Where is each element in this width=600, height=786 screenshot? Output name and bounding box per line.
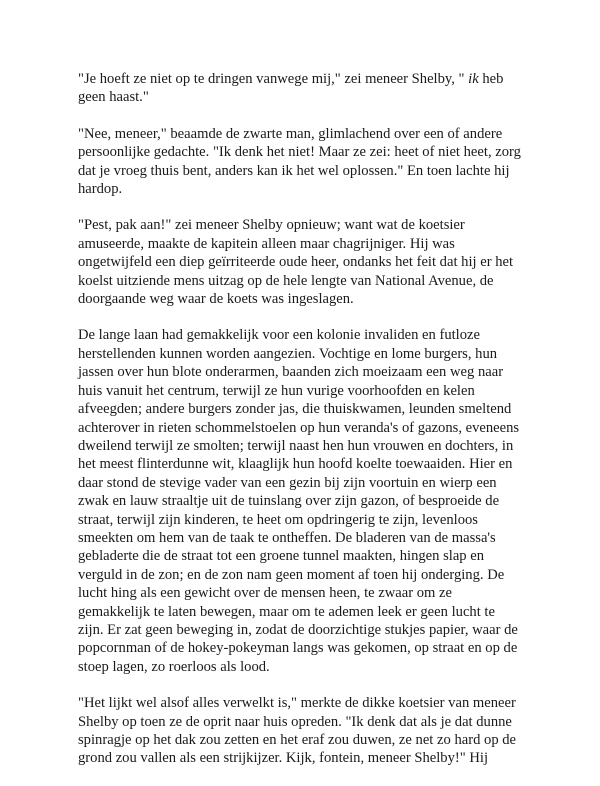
text-run: "Het lijkt wel alsof alles verwelkt is," merkte de dikke koetsier van meneer xyxy=(78,695,516,712)
text-run: doorgaande weg waar de koets was ingeslagen. xyxy=(78,291,354,308)
text-line xyxy=(78,345,540,363)
text-run: Shelby op toen ze de oprit naar huis opreden. "Ik denk dat als je dat dunne xyxy=(78,713,512,730)
text-line xyxy=(78,272,540,290)
text-run: "Nee, meneer," beaamde de zwarte man, glimlachend over een of andere xyxy=(78,125,503,142)
text-run: huis vanuit het centrum, terwijl ze hun vurige voorhoofden en kelen xyxy=(78,382,475,399)
text-line xyxy=(78,290,540,308)
text-line xyxy=(78,713,540,731)
text-line xyxy=(78,584,540,602)
text-line xyxy=(78,658,540,676)
text-line xyxy=(78,382,540,400)
text-line xyxy=(78,639,540,657)
text-line xyxy=(78,70,540,88)
text-run: verguld in de zon; en de zon nam geen moment af toen hij onderging. De xyxy=(78,566,505,583)
text-line xyxy=(78,455,540,473)
text-run: lucht hing als een gewicht over de mensen heen, te zwaar om ze xyxy=(78,585,453,602)
text-run: afveegden; andere burgers zonder jas, die thuiskwamen, leunden smeltend xyxy=(78,401,512,418)
text-run: "Pest, pak aan!" zei meneer Shelby opnieuw; want wat de koetsier xyxy=(78,217,465,234)
text-line xyxy=(78,253,540,271)
text-line xyxy=(78,621,540,639)
text-line xyxy=(78,235,540,253)
text-run: De lange laan had gemakkelijk voor een kolonie invaliden en futloze xyxy=(78,327,480,344)
paragraph xyxy=(78,326,540,676)
text-line xyxy=(78,400,540,418)
text-line xyxy=(78,492,540,510)
text-run: "Je hoeft ze niet op te dringen vanwege mij," zei meneer Shelby, " xyxy=(78,71,469,87)
text-run: gemakkelijk te laten bewegen, maar om te ademen leek er geen lucht te xyxy=(78,603,495,620)
text-run: stoep lagen, zo roerloos als lood. xyxy=(78,658,270,675)
text-run: heb xyxy=(478,71,504,87)
text-line xyxy=(78,180,540,198)
text-line xyxy=(78,566,540,584)
paragraph xyxy=(78,70,540,107)
text-line xyxy=(78,88,540,106)
text-run: spinragje op het dak zou zetten en het eraf zou duwen, ze net zo hard op de xyxy=(78,732,517,748)
text-line xyxy=(78,547,540,565)
paragraph xyxy=(78,125,540,199)
text-run: zwak en lauw straaltje uit de tuinslang over zijn gazon, of besproeide de xyxy=(78,493,500,510)
text-run: jassen over hun blote onderarmen, baanden zich moeizaam een weg naar xyxy=(78,364,504,381)
text-line xyxy=(78,437,540,455)
paragraph xyxy=(78,216,540,308)
text-run: grond zou vallen als een strijkijzer. Kijk, fontein, meneer Shelby!" Hij xyxy=(78,750,489,767)
text-run: hardop. xyxy=(78,181,123,198)
text-line xyxy=(78,216,540,234)
text-line xyxy=(78,143,540,161)
text-run: popcornman of de hokey-pokeyman langs was gekomen, op straat en op de xyxy=(78,640,518,657)
text-run: daar stond de stevige vader van een gezin bij zijn voortuin en wierp een xyxy=(78,474,497,491)
text-run: smeekten om hem van de taak te ontheffen. De bladeren van de massa's xyxy=(78,529,496,546)
text-run: persoonlijke gedachte. "Ik denk het niet! Maar ze zei: heet of niet heet, zorg xyxy=(78,144,521,161)
text-run: geen haast." xyxy=(78,89,149,106)
text-run: gebladerte die de straat tot een groene tunnel maakten, hingen slap en xyxy=(78,548,485,565)
text-line xyxy=(78,749,540,767)
text-line xyxy=(78,529,540,547)
text-run: dweilend terwijl ze smolten; terwijl naast hen hun vrouwen en dochters, in xyxy=(78,437,514,454)
paragraph xyxy=(78,694,540,768)
text-line xyxy=(78,511,540,529)
text-run: straat, terwijl zijn kinderen, te heet om opdringerig te zijn, levenloos xyxy=(78,511,478,528)
emphasized-word: ik xyxy=(468,71,479,87)
text-run: koelst uitziende mens uitzag op de hele lengte van National Avenue, de xyxy=(78,272,494,289)
text-line xyxy=(78,694,540,712)
text-line xyxy=(78,125,540,143)
text-run: ongetwijfeld een diep geïrriteerde oude heer, ondanks het feit dat hij er het xyxy=(78,254,514,271)
text-run: herstellenden kunnen worden aangezien. Vochtige en lome burgers, hun xyxy=(78,345,498,362)
text-line xyxy=(78,162,540,180)
text-run: het meest flinterdunne wit, klaaglijk hun hoofd koelte toewaaiden. Hier en xyxy=(78,456,513,473)
text-line xyxy=(78,731,540,749)
document-page xyxy=(78,70,540,786)
text-line xyxy=(78,603,540,621)
text-line xyxy=(78,326,540,344)
text-run: amuseerde, maakte de kapitein alleen maar chagrijniger. Hij was xyxy=(78,235,455,252)
text-run: dat je vroeg thuis bent, anders kan ik het wel oplossen." En toen lachte hij xyxy=(78,162,510,179)
text-line xyxy=(78,363,540,381)
text-run: zijn. Er zat geen beweging in, zodat de doorzichtige stukjes papier, waar de xyxy=(78,621,518,638)
text-run: achterover in rieten schommelstoelen op hun veranda's of gazons, eveneens xyxy=(78,419,520,436)
text-line xyxy=(78,474,540,492)
text-line xyxy=(78,419,540,437)
